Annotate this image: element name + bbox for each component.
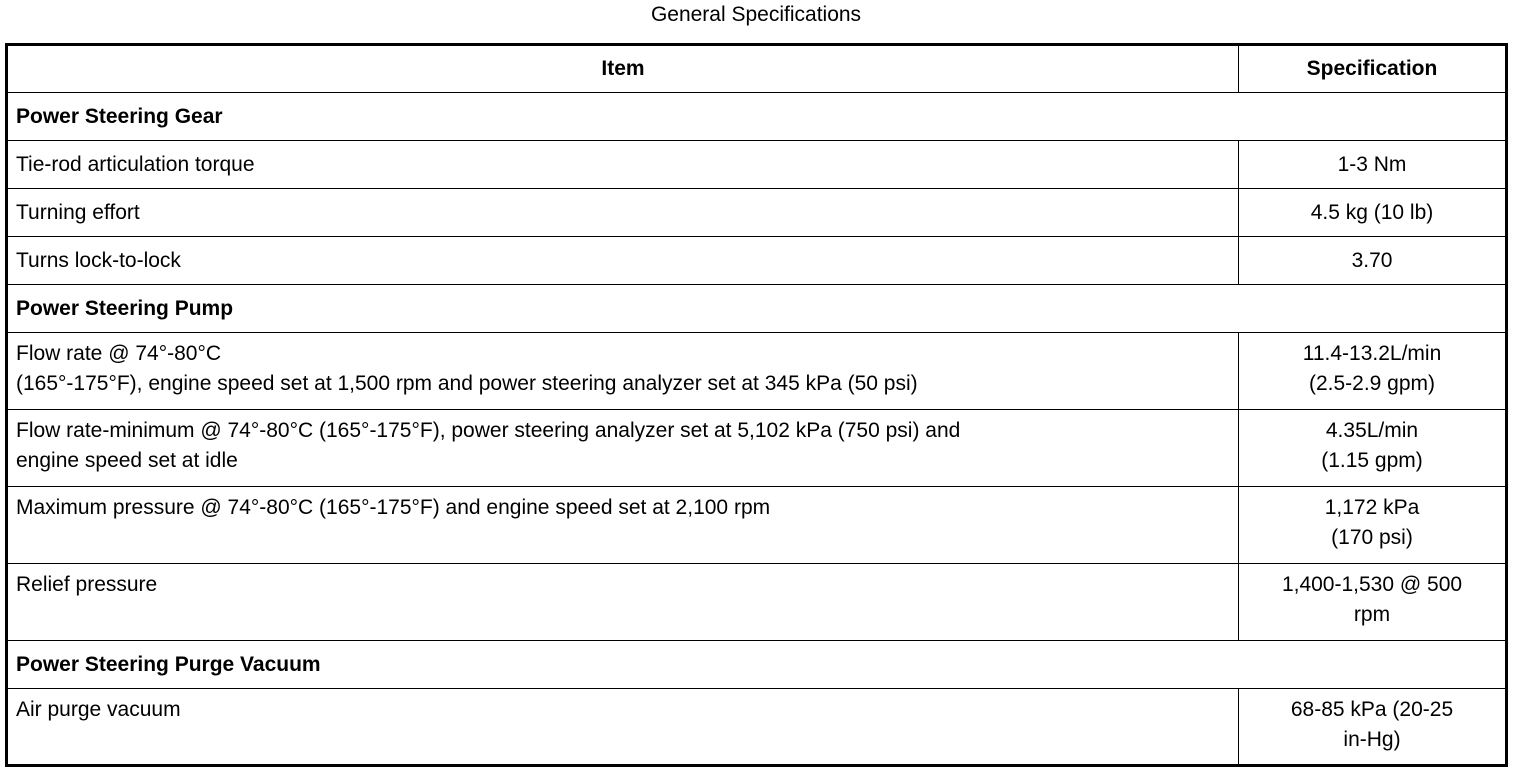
spec-cell: 1,172 kPa (170 psi) (1239, 487, 1507, 564)
section-title: Power Steering Purge Vacuum (7, 641, 1507, 689)
table-row (7, 333, 1507, 410)
spec-cell: 68-85 kPa (20-25 in-Hg) (1239, 689, 1507, 766)
section-row-power-steering-pump (7, 285, 1507, 333)
item-cell: Turns lock-to-lock (7, 237, 1239, 285)
item-cell: Flow rate-minimum @ 74°-80°C (165°-175°F), power steering analyzer set at 5,102 kPa (750 psi) and engine speed set at idle (7, 410, 1239, 487)
spec-cell: 3.70 (1239, 237, 1507, 285)
spec-cell: 11.4-13.2L/min (2.5-2.9 gpm) (1239, 333, 1507, 410)
item-column-header: Item (7, 45, 1239, 93)
item-cell: Air purge vacuum (7, 689, 1239, 766)
item-cell: Flow rate @ 74°-80°C (165°-175°F), engine speed set at 1,500 rpm and power steering analyzer set at 345 kPa (50 psi) (7, 333, 1239, 410)
section-row-power-steering-purge-vacuum (7, 641, 1507, 689)
header-row (7, 45, 1507, 93)
table-row (7, 410, 1507, 487)
section-row-power-steering-gear (7, 93, 1507, 141)
section-title: Power Steering Gear (7, 93, 1507, 141)
table-row (7, 189, 1507, 237)
table-row (7, 689, 1507, 766)
spec-cell: 1,400-1,530 @ 500 rpm (1239, 564, 1507, 641)
table-row (7, 237, 1507, 285)
specification-column-header: Specification (1239, 45, 1507, 93)
spec-cell: 1-3 Nm (1239, 141, 1507, 189)
item-cell: Tie-rod articulation torque (7, 141, 1239, 189)
spec-cell: 4.5 kg (10 lb) (1239, 189, 1507, 237)
item-cell: Relief pressure (7, 564, 1239, 641)
general-specifications-table (5, 43, 1508, 767)
section-title: Power Steering Pump (7, 285, 1507, 333)
item-cell: Maximum pressure @ 74°-80°C (165°-175°F) and engine speed set at 2,100 rpm (7, 487, 1239, 564)
table-row (7, 564, 1507, 641)
table-row (7, 141, 1507, 189)
table-row (7, 487, 1507, 564)
table-caption: General Specifications (650, 3, 862, 26)
spec-cell: 4.35L/min (1.15 gpm) (1239, 410, 1507, 487)
item-cell: Turning effort (7, 189, 1239, 237)
